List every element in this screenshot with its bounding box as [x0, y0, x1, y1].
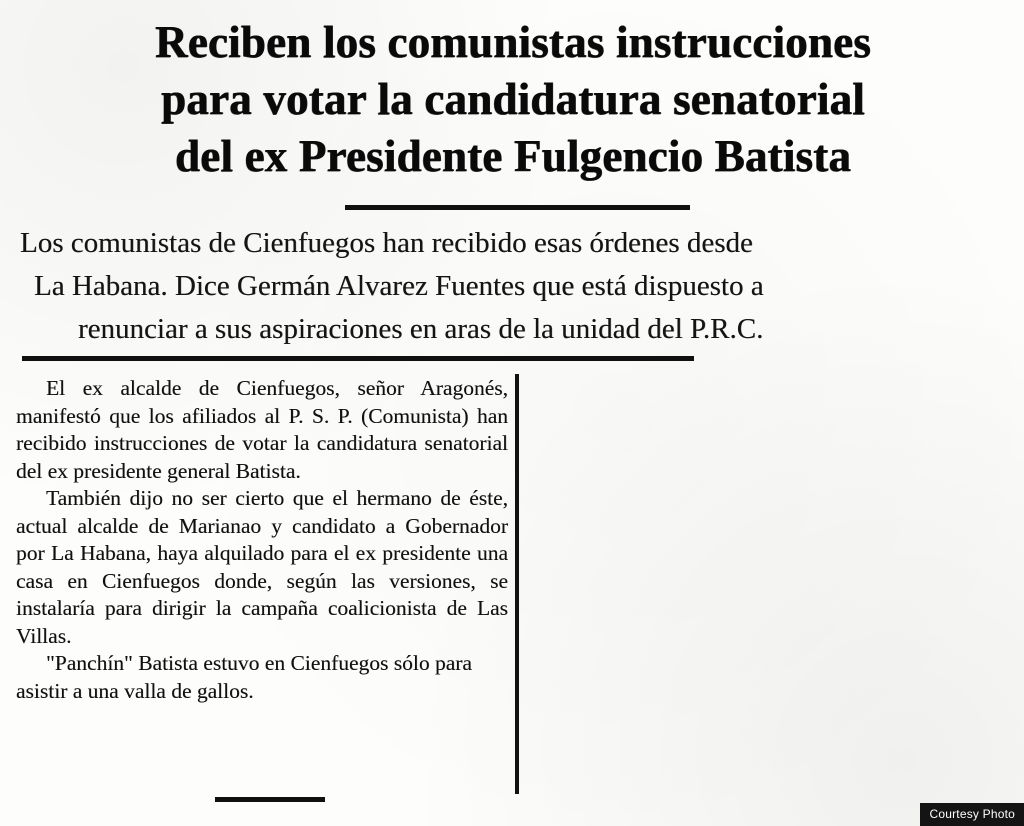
headline-line-2: para votar la candidatura senatorial [161, 74, 865, 124]
article-paragraph [16, 485, 508, 650]
article-paragraph [16, 375, 508, 485]
horizontal-rule-top [345, 205, 690, 210]
paragraph-text: El ex alcalde de Cienfuegos, señor Aragonés, manifestó que los afiliados al P. S. P. (Comunista) han recibido instrucciones de votar la candidatura senatorial del ex presidente general Batista. [16, 376, 508, 483]
horizontal-rule-middle [22, 356, 694, 361]
paragraph-text: "Panchín" Batista estuvo en Cienfuegos sólo para asistir a una valla de gallos. [16, 651, 472, 703]
article-body-column [16, 375, 508, 705]
column-divider-rule [515, 374, 519, 794]
headline-line-1: Reciben los comunistas instrucciones [155, 17, 871, 67]
subheadline-line-2: La Habana. Dice Germán Alvarez Fuentes que está dispuesto a [34, 270, 764, 302]
article-paragraph [16, 650, 508, 705]
paragraph-text: También dijo no ser cierto que el hermano de éste, actual alcalde de Marianao y candidato a Gobernador por La Habana, haya alquilado para el ex presidente una casa en Cienfuegos donde, según las versiones, se instalaría para dirigir la campaña coalicionista de Las Villas. [16, 486, 508, 648]
headline [18, 14, 1008, 185]
subheadline-line-1: Los comunistas de Cienfuegos han recibido esas órdenes desde [20, 227, 753, 259]
horizontal-rule-bottom [215, 797, 325, 802]
subheadline [16, 222, 1016, 351]
subheadline-line-3: renunciar a sus aspiraciones en aras de la unidad del P.R.C. [78, 313, 764, 345]
photo-credit-badge: Courtesy Photo [920, 803, 1024, 826]
headline-line-3: del ex Presidente Fulgencio Batista [174, 131, 852, 181]
